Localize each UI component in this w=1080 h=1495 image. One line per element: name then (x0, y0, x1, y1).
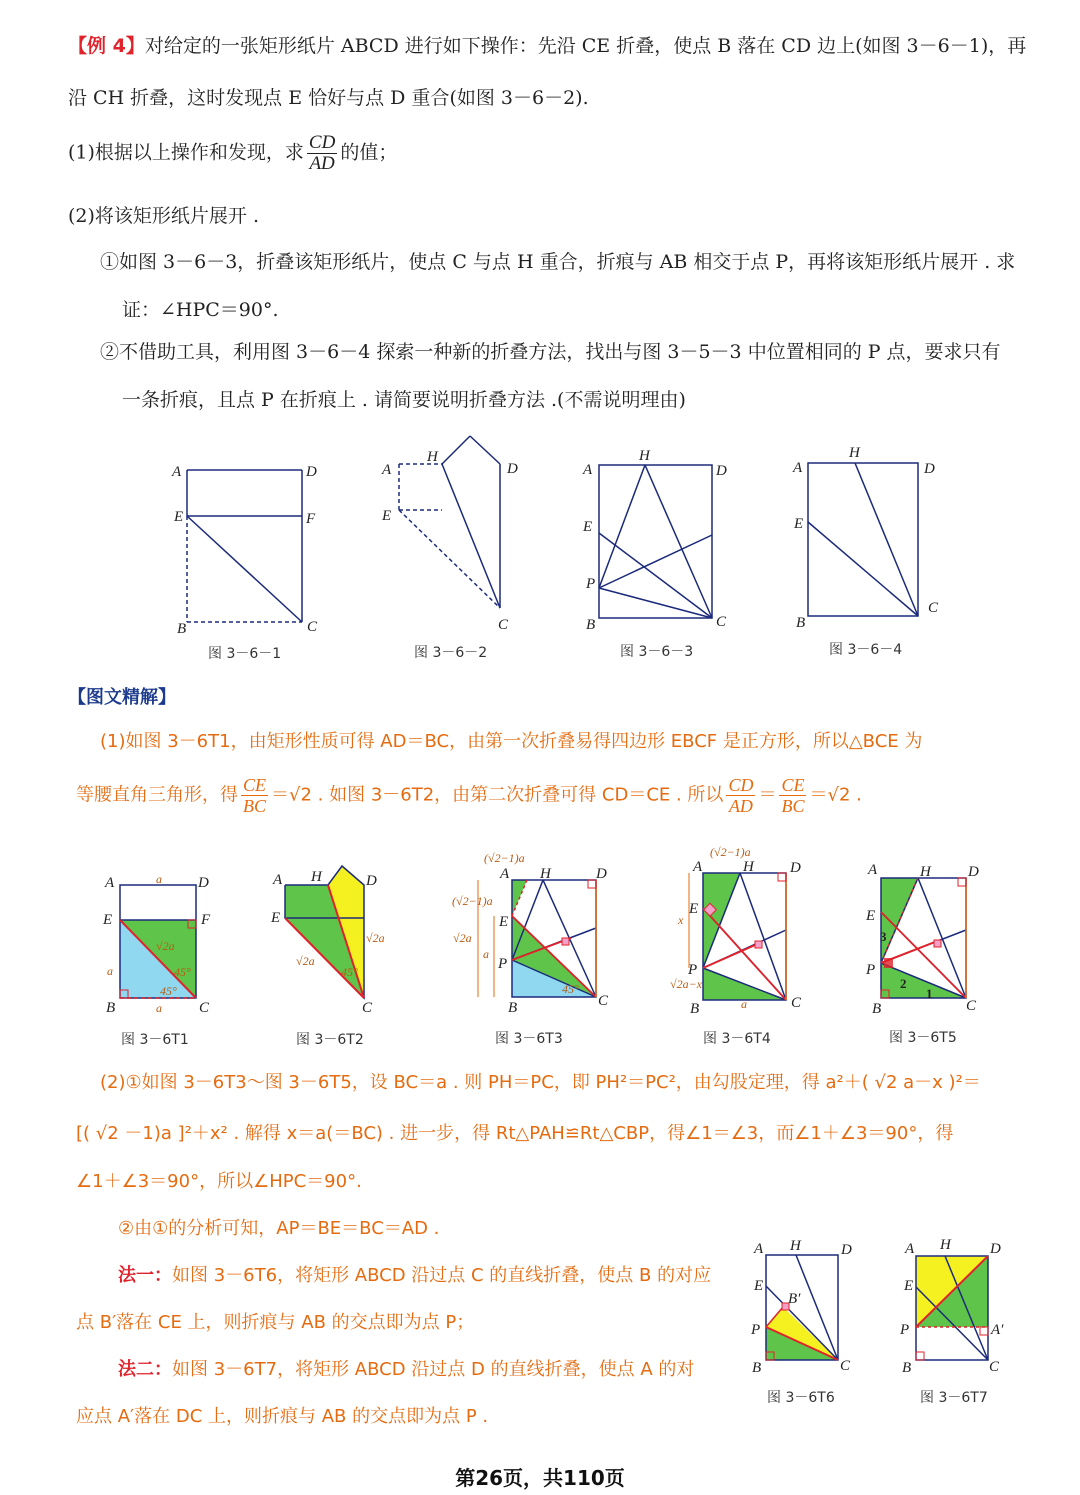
label-H: H (790, 1238, 801, 1254)
label-D: D (306, 464, 317, 480)
label-C: C (307, 619, 318, 635)
label-D: D (968, 864, 979, 880)
svg-text:a: a (107, 964, 113, 978)
svg-text:1: 1 (926, 986, 933, 1001)
fraction-ce-bc: $\frac{CE}{BC}$ (243, 775, 267, 816)
question-2a-line-1: ①如图 3－6－3，折叠该矩形纸片，使点 C 与点 H 重合，折痕与 AB 相交于点 P，再将该矩形纸片展开 . 求 (100, 251, 1016, 273)
label-B: B (796, 615, 806, 631)
label-D: D (366, 873, 377, 889)
label-C: C (199, 1000, 210, 1016)
label-A: A (793, 460, 803, 476)
method-2-line-2: 应点 A′落在 DC 上，则折痕与 AB 的交点即为点 P . (76, 1406, 489, 1427)
label-C: C (498, 617, 509, 633)
label-A: A (693, 859, 703, 875)
label-B: B (752, 1360, 762, 1376)
label-A: A (273, 872, 283, 888)
svg-text:a: a (156, 1001, 162, 1015)
label-E: E (499, 914, 509, 930)
svg-text:(√2−1)a: (√2−1)a (710, 845, 751, 859)
label-P: P (866, 962, 876, 978)
label-C: C (840, 1358, 851, 1374)
label-E: E (174, 509, 184, 525)
svg-text:x: x (678, 913, 684, 927)
label-H: H (639, 448, 650, 464)
label-A: A (500, 866, 510, 882)
caption-3-6T4: 图 3－6T4 (703, 1031, 771, 1047)
label-E: E (754, 1278, 764, 1294)
label-D: D (790, 860, 801, 876)
solution-p1-line-1: (1)如图 3－6T1，由矩形性质可得 AD＝BC，由第一次折叠易得四边形 EBCF 是正方形，所以△BCE 为 (100, 731, 923, 752)
example-line-1: 【例 4】对给定的一张矩形纸片 ABCD 进行如下操作：先沿 CE 折叠，使点 B 落在 CD 边上(如图 3－6－1)，再 (68, 35, 1027, 57)
label-C: C (989, 1359, 1000, 1375)
svg-text:√2a: √2a (296, 954, 315, 968)
label-P: P (900, 1322, 910, 1338)
label-E: E (271, 910, 281, 926)
question-2: (2)将该矩形纸片展开 . (68, 205, 259, 227)
caption-3-6-1: 图 3－6－1 (208, 646, 282, 662)
label-H: H (540, 866, 551, 882)
label-P: P (586, 576, 596, 592)
label-H: H (311, 869, 322, 885)
solution-p2-line-2: [( √2 －1)a ]²＋x² . 解得 x＝a(＝BC) . 进一步，得 Rt△PAH≌Rt△CBP，得∠1＝∠3，而∠1＋∠3＝90°，得 (76, 1123, 954, 1144)
caption-3-6-3: 图 3－6－3 (620, 644, 694, 660)
label-A: A (868, 862, 878, 878)
method-2-line-1: 法二：如图 3－6T7，将矩形 ABCD 沿过点 D 的直线折叠，使点 A 的对 (118, 1359, 695, 1380)
label-A: A (105, 875, 115, 891)
svg-text:a: a (741, 997, 747, 1011)
label-E: E (382, 508, 392, 524)
method-1-line-1: 法一：如图 3－6T6，将矩形 ABCD 沿过点 C 的直线折叠，使点 B 的对应 (118, 1265, 712, 1286)
label-E: E (583, 519, 593, 535)
label-E: E (866, 908, 876, 924)
svg-text:√2a: √2a (366, 931, 385, 945)
caption-3-6-4: 图 3－6－4 (829, 642, 903, 658)
label-A-prime: A′ (991, 1322, 1004, 1338)
label-D: D (716, 463, 727, 479)
solution-p1-line-2: 等腰直角三角形，得 $\frac{CE}{BC}$ ＝√2 . 如图 3－6T2，由第二次折叠可得 CD＝CE . 所以 $\frac{CD}{AD}$ ＝ $\frac{CE}{BC}$ ＝√2 . (76, 775, 862, 816)
label-D: D (924, 461, 935, 477)
svg-text:45°: 45° (160, 984, 177, 998)
label-A: A (583, 462, 593, 478)
question-2b-line-2: 一条折痕，且点 P 在折痕上 . 请简要说明折叠方法 .(不需说明理由) (122, 389, 686, 411)
label-H: H (920, 864, 931, 880)
fraction-cd-ad: $\frac{CD}{AD}$ (308, 132, 336, 174)
label-C: C (791, 995, 802, 1011)
label-B: B (902, 1360, 912, 1376)
example-line-2: 沿 CH 折叠，这时发现点 E 恰好与点 D 重合(如图 3－6－2). (68, 87, 589, 109)
label-C: C (598, 993, 609, 1009)
label-B: B (508, 1000, 518, 1016)
label-B: B (177, 621, 187, 637)
svg-text:3: 3 (880, 929, 887, 944)
svg-text:√2a: √2a (156, 939, 175, 953)
label-D: D (596, 866, 607, 882)
svg-text:a: a (483, 947, 489, 961)
label-E: E (103, 912, 113, 928)
caption-3-6-2: 图 3－6－2 (414, 645, 488, 661)
label-D: D (507, 461, 518, 477)
label-B-prime: B′ (788, 1291, 801, 1307)
svg-text:√2a−x: √2a−x (670, 977, 703, 991)
fraction-ce-bc-2: $\frac{CE}{BC}$ (781, 775, 805, 816)
label-C: C (362, 1000, 373, 1016)
label-D: D (841, 1242, 852, 1258)
label-D: D (990, 1241, 1001, 1257)
svg-text:45°: 45° (174, 965, 191, 979)
label-A: A (905, 1241, 915, 1257)
label-E: E (794, 516, 804, 532)
question-2b-line-1: ②不借助工具，利用图 3－6－4 探索一种新的折叠方法，找出与图 3－5－3 中位置相同的 P 点，要求只有 (100, 341, 1001, 363)
label-H: H (743, 859, 754, 875)
label-B: B (586, 617, 596, 633)
label-C: C (928, 600, 939, 616)
question-1: (1)根据以上操作和发现，求 $\frac{CD}{AD}$ 的值； (68, 132, 398, 174)
label-H: H (427, 449, 438, 465)
svg-text:√2a: √2a (453, 931, 472, 945)
label-A: A (172, 464, 182, 480)
label-H: H (849, 445, 860, 461)
svg-text:a: a (156, 872, 162, 886)
caption-3-6T7: 图 3－6T7 (920, 1390, 988, 1406)
caption-3-6T5: 图 3－6T5 (889, 1030, 957, 1046)
label-P: P (751, 1322, 761, 1338)
svg-text:2: 2 (900, 976, 907, 991)
svg-text:(√2−1)a: (√2−1)a (452, 894, 493, 908)
label-E: E (689, 901, 699, 917)
label-D: D (198, 875, 209, 891)
label-B: B (872, 1001, 882, 1017)
svg-text:45°: 45° (562, 982, 579, 996)
label-C: C (966, 998, 977, 1014)
solution-p2-line-1: (2)①如图 3－6T3～图 3－6T5，设 BC＝a . 则 PH＝PC，即 PH²＝PC²，由勾股定理，得 a²＋( √2 a－x )²＝ (100, 1072, 981, 1093)
label-F: F (201, 912, 211, 928)
label-B: B (690, 1001, 700, 1017)
label-F: F (306, 511, 316, 527)
question-2a-line-2: 证：∠HPC＝90°. (122, 299, 279, 321)
svg-text:(√2−1)a: (√2−1)a (484, 851, 525, 865)
solution-p2-line-3: ∠1＋∠3＝90°，所以∠HPC＝90°. (76, 1171, 362, 1192)
page-footer: 第26页，共110页 (455, 1466, 625, 1490)
caption-3-6T2: 图 3－6T2 (296, 1032, 364, 1048)
label-P: P (688, 962, 698, 978)
label-C: C (716, 614, 727, 630)
label-B: B (106, 1000, 116, 1016)
label-H: H (940, 1237, 951, 1253)
svg-text:45°: 45° (341, 965, 358, 979)
label-P: P (498, 956, 508, 972)
label-A: A (382, 462, 392, 478)
caption-3-6T6: 图 3－6T6 (767, 1390, 835, 1406)
method-1-line-2: 点 B′落在 CE 上，则折痕与 AB 的交点即为点 P； (76, 1312, 475, 1333)
fraction-cd-ad: $\frac{CD}{AD}$ (728, 775, 754, 816)
caption-3-6T1: 图 3－6T1 (121, 1032, 189, 1048)
label-A: A (754, 1241, 764, 1257)
solution-header: 【图文精解】 (68, 687, 176, 708)
label-E: E (904, 1278, 914, 1294)
caption-3-6T3: 图 3－6T3 (495, 1031, 563, 1047)
example-tag: 【例 4】 (68, 35, 145, 57)
solution-p3: ②由①的分析可知，AP＝BE＝BC＝AD . (118, 1218, 440, 1239)
